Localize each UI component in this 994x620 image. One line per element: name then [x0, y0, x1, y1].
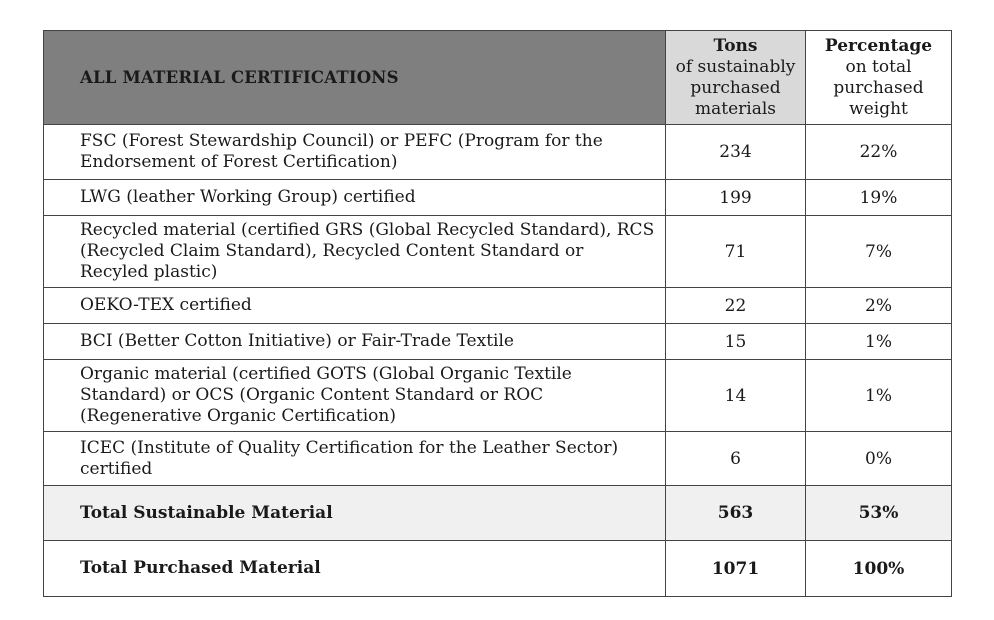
row-pct: 22% [806, 125, 952, 180]
row-tons: 6 [666, 432, 806, 486]
table-row [44, 216, 952, 288]
header-tons-line-1: of sustainably [675, 56, 796, 77]
row-pct: 0% [806, 432, 952, 486]
row-tons: 71 [666, 216, 806, 288]
table-row [44, 432, 952, 486]
total-sustainable-row [44, 486, 952, 541]
row-label: Recycled material (certified GRS (Global Recycled Standard), RCS (Recycled Claim Standard), Recycled Content Standard or Recyled plastic) [44, 216, 666, 288]
row-label: Organic material (certified GOTS (Global Organic Textile Standard) or OCS (Organic Content Standard or ROC (Regenerative Organic Certification) [44, 360, 666, 432]
table-row [44, 288, 952, 324]
row-tons: 15 [666, 324, 806, 360]
table-row [44, 360, 952, 432]
row-tons: 199 [666, 180, 806, 216]
certifications-table [43, 30, 952, 597]
total-sustainable-label: Total Sustainable Material [44, 486, 666, 541]
total-purchased-tons: 1071 [666, 541, 806, 597]
header-percentage [806, 31, 952, 125]
header-row [44, 31, 952, 125]
table-row [44, 125, 952, 180]
header-pct-line-3: weight [849, 98, 908, 119]
table-row [44, 180, 952, 216]
total-purchased-label: Total Purchased Material [44, 541, 666, 597]
header-tons-line-3: materials [694, 98, 776, 119]
header-pct-bold: Percentage [824, 35, 933, 56]
row-label: ICEC (Institute of Quality Certification for the Leather Sector) certified [44, 432, 666, 486]
total-purchased-pct: 100% [806, 541, 952, 597]
row-tons: 22 [666, 288, 806, 324]
header-pct-line-1: on total [845, 56, 912, 77]
header-title: ALL MATERIAL CERTIFICATIONS [44, 31, 666, 125]
row-label: LWG (leather Working Group) certified [44, 180, 666, 216]
header-tons [666, 31, 806, 125]
header-pct-line-2: purchased [833, 77, 924, 98]
row-label: FSC (Forest Stewardship Council) or PEFC (Program for the Endorsement of Forest Certification) [44, 125, 666, 180]
row-label: BCI (Better Cotton Initiative) or Fair-Trade Textile [44, 324, 666, 360]
row-pct: 19% [806, 180, 952, 216]
total-purchased-row [44, 541, 952, 597]
row-pct: 2% [806, 288, 952, 324]
row-pct: 1% [806, 360, 952, 432]
header-tons-line-2: purchased [690, 77, 781, 98]
table-row [44, 324, 952, 360]
total-sustainable-pct: 53% [806, 486, 952, 541]
row-pct: 1% [806, 324, 952, 360]
row-pct: 7% [806, 216, 952, 288]
row-label: OEKO-TEX certified [44, 288, 666, 324]
total-sustainable-tons: 563 [666, 486, 806, 541]
header-tons-bold: Tons [713, 35, 758, 56]
row-tons: 14 [666, 360, 806, 432]
row-tons: 234 [666, 125, 806, 180]
